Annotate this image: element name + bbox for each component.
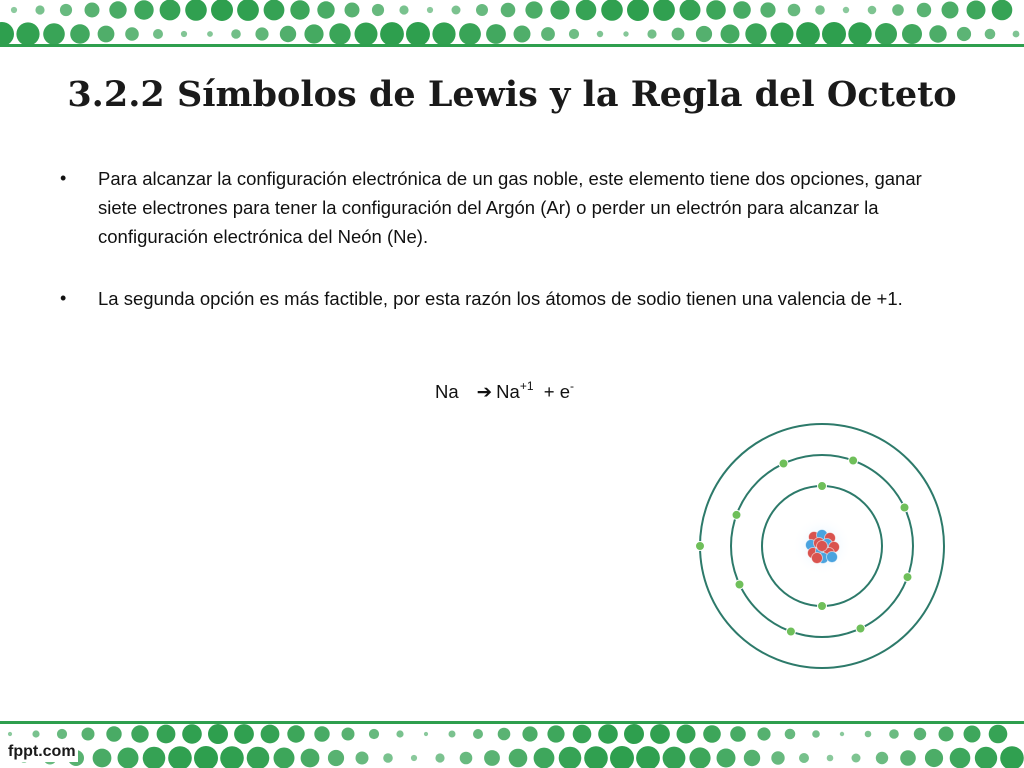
decorative-dot [185, 0, 207, 21]
decorative-dot [534, 748, 555, 768]
bullet-text: Para alcanzar la configuración electrónica de un gas noble, este elemento tiene dos opciones, ganar siete electrones para tener la configuración del Argón (Ar) o perder un electrón para alcanzar la configuración electrónica del Neón (Ne). [98, 168, 922, 247]
decorative-dot [771, 751, 784, 764]
bullet-marker: • [60, 288, 67, 308]
decorative-dot [287, 725, 304, 742]
top-divider [0, 44, 1024, 47]
electron [903, 573, 912, 582]
decorative-dot [345, 3, 360, 18]
decorative-dot [843, 7, 849, 13]
decorative-dot [939, 727, 954, 742]
decorative-dot [328, 750, 344, 766]
decorative-dot [208, 724, 228, 744]
right-arrow-icon: ➔ [476, 381, 493, 402]
decorative-dot [559, 747, 582, 768]
decorative-dot [459, 23, 481, 45]
decorative-dot [730, 726, 746, 742]
decorative-dot [647, 29, 656, 38]
decorative-dot [181, 31, 187, 37]
decorative-dot [929, 25, 946, 42]
decorative-dot [396, 730, 403, 737]
decorative-dot [274, 748, 295, 768]
equation-electron: + e [543, 381, 571, 402]
proton [812, 553, 823, 564]
decorative-dot [889, 729, 899, 739]
decorative-dot [914, 728, 926, 740]
decorative-dot [650, 724, 670, 744]
electron [732, 510, 741, 519]
decorative-dot [573, 725, 592, 744]
decorative-dot [900, 750, 916, 766]
electron [735, 580, 744, 589]
decorative-dot [424, 732, 428, 736]
decorative-dot [109, 1, 126, 18]
decorative-dot [942, 2, 959, 19]
decorative-dot [812, 730, 820, 738]
decorative-dot [98, 26, 115, 43]
decorative-dot [689, 747, 710, 768]
decorative-dot [663, 747, 686, 768]
decorative-dot [509, 749, 528, 768]
decorative-dot [876, 752, 888, 764]
decorative-dot [460, 752, 473, 765]
decorative-dot [383, 753, 393, 763]
decorative-dot-band-bottom [0, 720, 1024, 768]
decorative-dot [514, 26, 531, 43]
decorative-dot [696, 26, 712, 42]
decorative-dot [432, 22, 455, 45]
decorative-dot [840, 732, 844, 736]
decorative-dot [902, 24, 922, 44]
decorative-dot [43, 23, 65, 45]
electron [818, 482, 827, 491]
decorative-dot [264, 0, 285, 20]
bullet-item [60, 164, 965, 251]
decorative-dot [261, 725, 280, 744]
decorative-dot [118, 748, 139, 768]
decorative-dot [975, 747, 997, 768]
decorative-dot [892, 4, 904, 16]
decorative-dot [182, 724, 202, 744]
electron [856, 624, 865, 633]
decorative-dot [1013, 31, 1020, 38]
decorative-dot [435, 753, 444, 762]
decorative-dot [255, 27, 268, 40]
decorative-dot-band-top [0, 0, 1024, 48]
electron [818, 602, 827, 611]
decorative-dot [822, 22, 846, 46]
decorative-dot [950, 748, 971, 768]
decorative-dot [680, 0, 701, 21]
decorative-dot [304, 24, 323, 43]
decorative-dot [636, 746, 660, 768]
decorative-dot [757, 727, 770, 740]
decorative-dot [85, 3, 100, 18]
decorative-dot [610, 746, 634, 768]
decorative-dot [672, 28, 685, 41]
slide-title: 3.2.2 Símbolos de Lewis y la Regla del Octeto [67, 74, 957, 115]
decorative-dot [597, 31, 603, 37]
bullet-item [60, 284, 965, 313]
decorative-dot [985, 29, 996, 40]
decorative-dot [1000, 746, 1024, 768]
decorative-dot [706, 0, 726, 20]
decorative-dot [827, 755, 834, 762]
decorative-dot [598, 724, 618, 744]
decorative-dot [369, 729, 379, 739]
decorative-dot [744, 750, 760, 766]
decorative-dot [623, 31, 628, 36]
decorative-dot [476, 4, 488, 16]
decorative-dot [473, 729, 483, 739]
decorative-dot [134, 0, 153, 19]
decorative-dot [82, 728, 95, 741]
decorative-dot [317, 1, 334, 18]
decorative-dot [745, 23, 766, 44]
decorative-dot [11, 7, 17, 13]
decorative-dot [93, 749, 112, 768]
decorative-dot [280, 26, 296, 42]
decorative-dot [627, 0, 649, 21]
decorative-dot [0, 22, 14, 46]
dot-pattern [0, 0, 1024, 48]
decorative-dot [399, 5, 408, 14]
decorative-dot [550, 0, 569, 19]
decorative-dot [329, 23, 350, 44]
decorative-dot [153, 29, 163, 39]
sodium-atom-icon [690, 416, 955, 681]
decorative-dot [717, 749, 736, 768]
decorative-dot [60, 4, 72, 16]
decorative-dot [541, 27, 555, 41]
decorative-dot [875, 23, 897, 45]
decorative-dot [760, 2, 775, 17]
decorative-dot [231, 29, 241, 39]
decorative-dot [70, 24, 90, 44]
decorative-dot [992, 0, 1013, 20]
decorative-dot [406, 22, 430, 46]
decorative-dot [815, 5, 825, 15]
decorative-dot [796, 22, 820, 46]
decorative-dot [799, 753, 809, 763]
decorative-dot [967, 1, 986, 20]
proton [817, 541, 828, 552]
decorative-dot [868, 6, 877, 15]
decorative-dot [427, 7, 433, 13]
decorative-dot [207, 31, 213, 37]
decorative-dot [771, 23, 794, 46]
decorative-dot [576, 0, 597, 20]
decorative-dot [168, 746, 192, 768]
decorative-dot [356, 752, 369, 765]
decorative-dot [301, 749, 320, 768]
decorative-dot [525, 1, 542, 18]
decorative-dot [486, 24, 506, 44]
electron [900, 503, 909, 512]
decorative-dot [957, 27, 971, 41]
decorative-dot [32, 730, 39, 737]
decorative-dot [342, 728, 355, 741]
electron-charge: - [570, 379, 575, 393]
decorative-dot [157, 725, 176, 744]
decorative-dot [143, 747, 166, 768]
ionization-equation [435, 378, 574, 406]
decorative-dot [703, 725, 721, 743]
decorative-dot [160, 0, 181, 20]
equation-product: Na [496, 381, 520, 402]
decorative-dot [290, 0, 309, 19]
decorative-dot [484, 750, 500, 766]
decorative-dot [8, 732, 12, 736]
decorative-dot [220, 746, 244, 768]
decorative-dot [733, 1, 751, 19]
electron [849, 456, 858, 465]
decorative-dot [125, 27, 139, 41]
decorative-dot [601, 0, 623, 21]
bullet-list [60, 164, 965, 346]
decorative-dot [917, 3, 931, 17]
decorative-dot [16, 22, 39, 45]
decorative-dot [721, 25, 740, 44]
decorative-dot [569, 29, 579, 39]
decorative-dot [848, 22, 871, 45]
decorative-dot [653, 0, 675, 21]
decorative-dot [355, 23, 378, 46]
decorative-dot [234, 724, 254, 744]
decorative-dot [372, 4, 384, 16]
decorative-dot [498, 728, 511, 741]
decorative-dot [452, 6, 461, 15]
dot-pattern [0, 720, 1024, 768]
decorative-dot [522, 726, 537, 741]
decorative-dot [411, 755, 417, 761]
decorative-dot [989, 725, 1008, 744]
electron [786, 627, 795, 636]
equation-reactant: Na [435, 381, 459, 402]
decorative-dot [852, 754, 861, 763]
electron [696, 542, 705, 551]
decorative-dot [131, 725, 148, 742]
decorative-dot [380, 22, 404, 46]
decorative-dot [624, 724, 644, 744]
decorative-dot [501, 3, 516, 18]
decorative-dot [785, 729, 796, 740]
decorative-dot [547, 725, 564, 742]
product-charge: +1 [519, 379, 534, 393]
decorative-dot [57, 729, 67, 739]
decorative-dot [788, 4, 801, 17]
brand-logo: fppt.com [8, 743, 76, 760]
decorative-dot [35, 5, 44, 14]
bullet-marker: • [60, 168, 67, 188]
decorative-dot [194, 746, 218, 768]
electron [779, 459, 788, 468]
decorative-dot [449, 731, 456, 738]
decorative-dot [677, 725, 696, 744]
decorative-dot [584, 746, 608, 768]
decorative-dot [865, 731, 872, 738]
decorative-dot [247, 747, 270, 768]
bullet-text: La segunda opción es más factible, por esta razón los átomos de sodio tienen una valencia de +1. [98, 288, 903, 309]
decorative-dot [211, 0, 233, 21]
decorative-dot [964, 726, 981, 743]
decorative-dot [925, 749, 943, 767]
decorative-dot [237, 0, 259, 21]
decorative-dot [106, 726, 121, 741]
decorative-dot [314, 726, 329, 741]
neutron [827, 552, 838, 563]
